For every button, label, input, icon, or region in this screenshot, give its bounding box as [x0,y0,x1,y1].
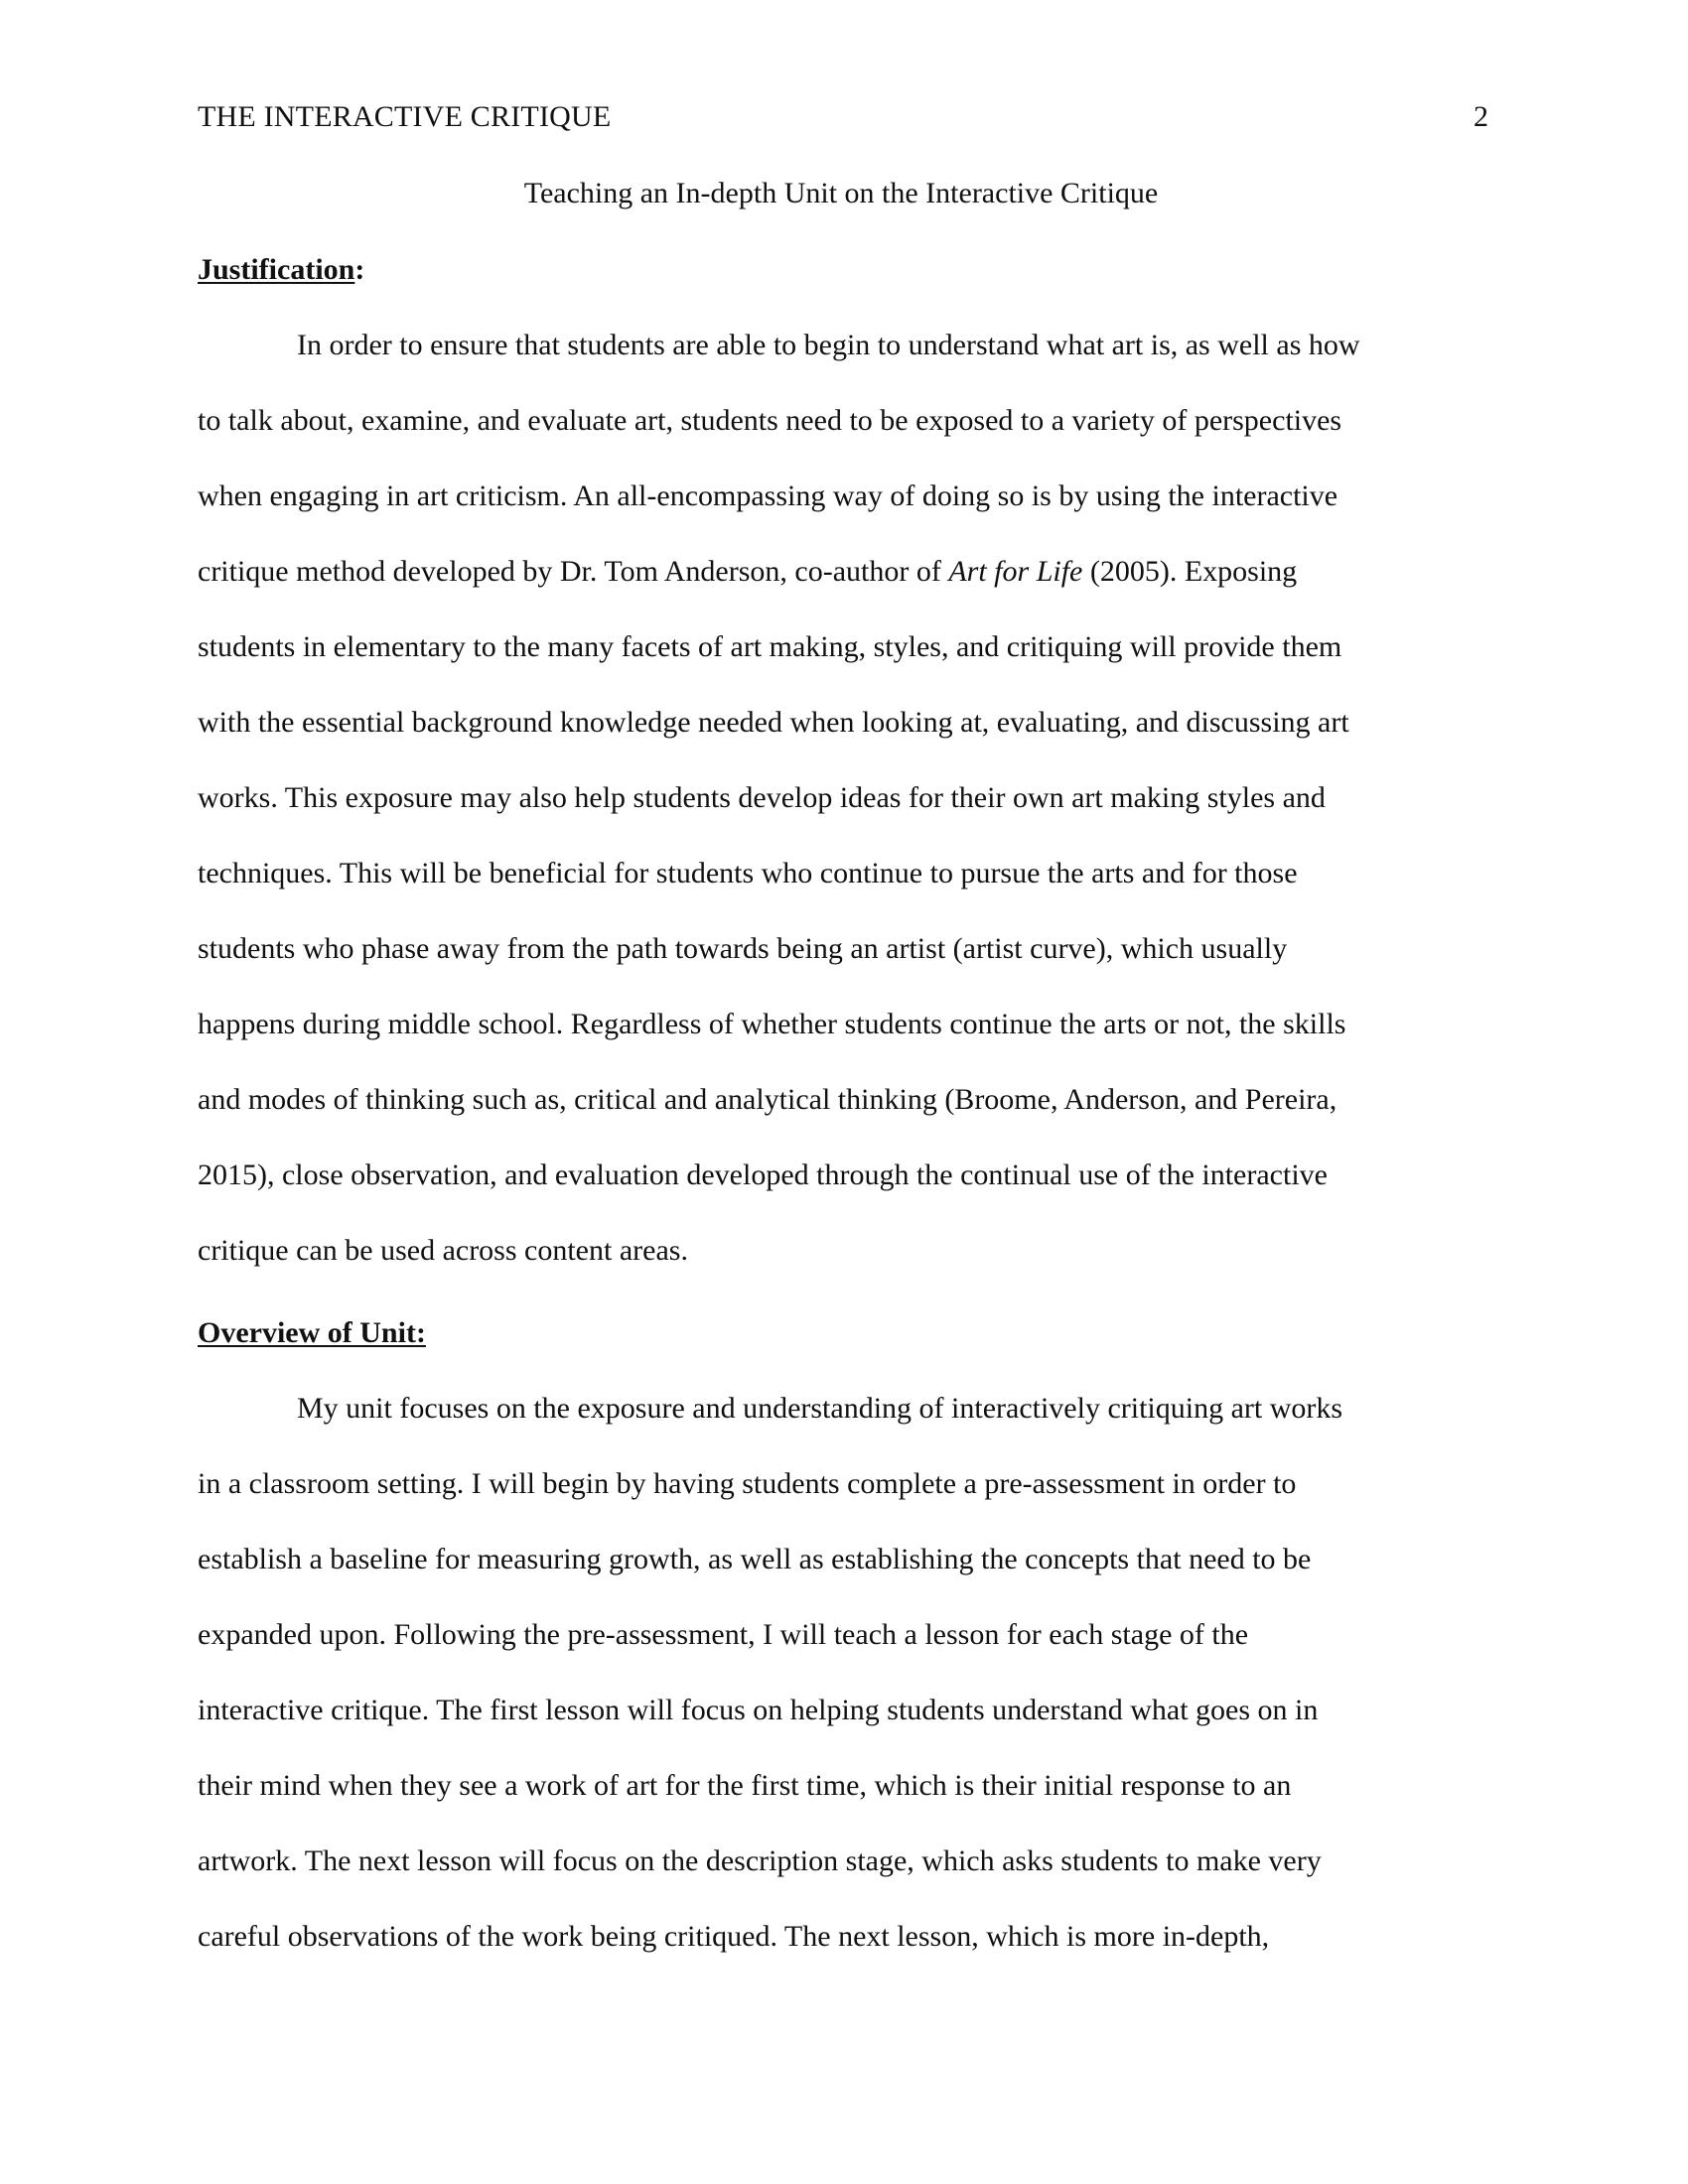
paragraph-line: to talk about, examine, and evaluate art, students need to be exposed to a variety of perspectives [198,404,1342,437]
heading-colon: : [354,253,365,286]
paragraph-line: works. This exposure may also help students develop ideas for their own art making styles and [198,781,1326,814]
book-title: Art for Life [948,555,1083,588]
paragraph-line: expanded upon. Following the pre-assessment, I will teach a lesson for each stage of the [198,1618,1249,1651]
paragraph-line: with the essential background knowledge needed when looking at, evaluating, and discussing art [198,706,1349,739]
paragraph-line: careful observations of the work being critiqued. The next lesson, which is more in-depth, [198,1920,1270,1953]
line-text: critique method developed by Dr. Tom Anderson, co-author of [198,555,949,588]
paragraph-line: 2015), close observation, and evaluation developed through the continual use of the interactive [198,1159,1328,1191]
paragraph-line-with-citation [198,552,1297,592]
paragraph-line: students who phase away from the path towards being an artist (artist curve), which usually [198,932,1288,965]
paragraph-line: happens during middle school. Regardless of whether students continue the arts or not, the skills [198,1008,1346,1040]
page-number: 2 [1474,100,1488,133]
heading-text: Justification [198,253,355,286]
paragraph-line: their mind when they see a work of art for the first time, which is their initial response to an [198,1769,1292,1802]
paragraph-line: artwork. The next lesson will focus on the description stage, which asks students to make very [198,1844,1322,1877]
paragraph-line: interactive critique. The first lesson will focus on helping students understand what goes on in [198,1694,1319,1726]
heading-text: Overview of Unit: [198,1316,426,1349]
section-heading-overview [198,1313,426,1353]
section-heading-justification [198,250,364,290]
paragraph-line: critique can be used across content areas. [198,1234,688,1267]
running-head: THE INTERACTIVE CRITIQUE [198,100,612,133]
paragraph-line: when engaging in art criticism. An all-encompassing way of doing so is by using the interactive [198,479,1338,512]
paragraph-line: My unit focuses on the exposure and understanding of interactively critiquing art works [297,1392,1343,1425]
paragraph-line: in a classroom setting. I will begin by having students complete a pre-assessment in order to [198,1467,1297,1500]
paragraph-line: students in elementary to the many facets of art making, styles, and critiquing will provide them [198,630,1342,663]
document-title: Teaching an In-depth Unit on the Interactive Critique [523,177,1159,209]
line-text: (2005). Exposing [1082,555,1298,588]
paragraph-line: techniques. This will be beneficial for students who continue to pursue the arts and for those [198,857,1298,889]
paragraph-line: and modes of thinking such as, critical and analytical thinking (Broome, Anderson, and Pereira, [198,1083,1337,1116]
paragraph-line: In order to ensure that students are able to begin to understand what art is, as well as how [297,329,1360,361]
paragraph-line: establish a baseline for measuring growth, as well as establishing the concepts that need to be [198,1543,1312,1575]
